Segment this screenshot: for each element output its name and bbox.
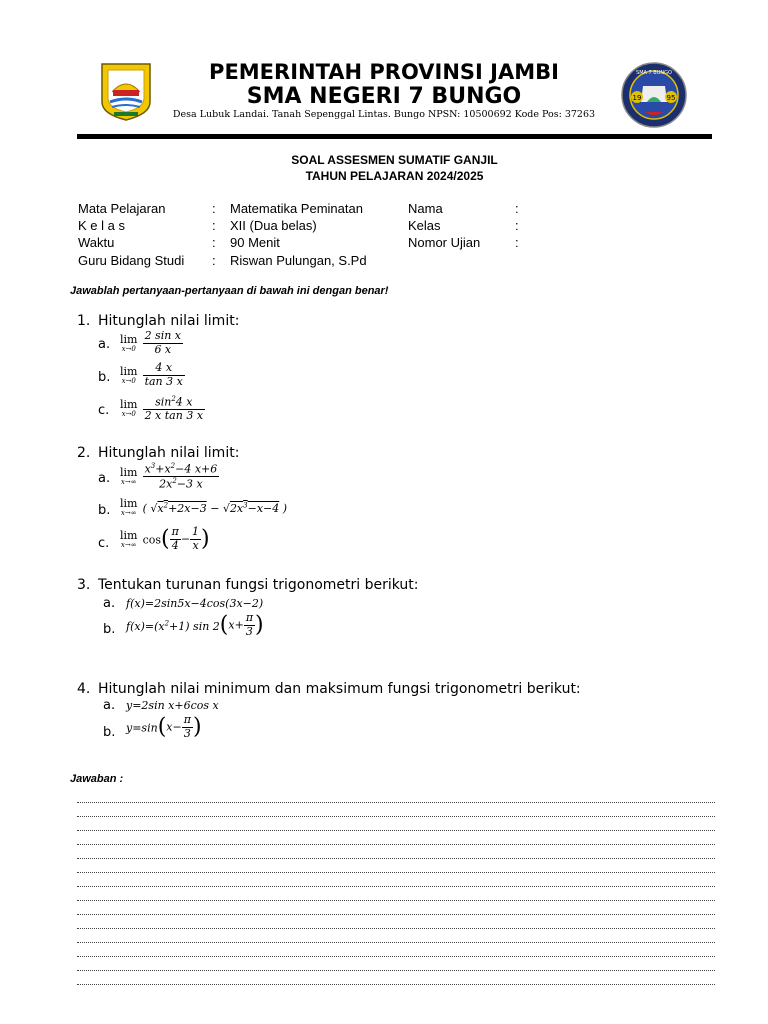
header-address: Desa Lubuk Landai. Tanah Sepenggal Lintas. Bungo NPSN: 10500692 Kode Pos: 37263 <box>172 109 596 120</box>
question-number: 1. <box>77 313 91 329</box>
instruction: Jawablah pertanyaan-pertanyaan di bawah ini dengan benar! <box>70 285 389 297</box>
answer-line[interactable] <box>77 942 715 943</box>
answer-line[interactable] <box>77 914 715 915</box>
q1a-expression: lim x→0 $\frac{\text{2 sin x}}{6 x}$ <box>120 329 182 356</box>
question-text: Tentukan turunan fungsi trigonometri berikut: <box>98 577 419 593</box>
item-label: b. <box>98 503 111 518</box>
question-text: Hitunglah nilai limit: <box>98 445 240 461</box>
answer-line[interactable] <box>77 928 715 929</box>
item-label: b. <box>98 370 111 385</box>
answer-line[interactable] <box>77 802 715 803</box>
answer-line[interactable] <box>77 900 715 901</box>
item-label: a. <box>103 596 116 611</box>
item-label: a. <box>103 698 116 713</box>
answer-line[interactable] <box>77 872 715 873</box>
info-colon: : <box>515 218 519 233</box>
exam-year: TAHUN PELAJARAN 2024/2025 <box>305 169 484 183</box>
answer-line[interactable] <box>77 830 715 831</box>
answer-line[interactable] <box>77 858 715 859</box>
info-value: 90 Menit <box>230 235 280 250</box>
school-emblem <box>621 62 687 128</box>
exam-title: SOAL ASSESMEN SUMATIF GANJIL <box>291 153 498 167</box>
q1c-expression: lim x→0 $\frac{\sin^24 x}{\text{2 x tan 3 x}}$ <box>120 395 204 423</box>
question-text: Hitunglah nilai minimum dan maksimum fungsi trigonometri berikut: <box>98 681 581 697</box>
info-colon: : <box>515 201 519 216</box>
info-colon: : <box>212 235 216 250</box>
answer-line[interactable] <box>77 816 715 817</box>
q2c-expression: lim x→∞ cos( $\frac{\pi}{4}$ − $\frac{1}{x}$ ) <box>120 525 210 552</box>
logo-year-left: 19 <box>632 94 642 102</box>
info-label: Mata Pelajaran <box>78 201 166 216</box>
question-text: Hitunglah nilai limit: <box>98 313 240 329</box>
logo-text: SMA 7 BUNGO <box>636 70 672 76</box>
item-label: c. <box>98 536 110 551</box>
info-label: Waktu <box>78 235 115 250</box>
student-name-label: Nama <box>408 201 443 216</box>
answer-line[interactable] <box>77 956 715 957</box>
item-label: c. <box>98 403 110 418</box>
question-number: 2. <box>77 445 91 461</box>
student-class-label: Kelas <box>408 218 441 233</box>
q3a-expression: f(x)=2sin5x−4cos(3x−2) <box>126 597 264 610</box>
q1b-expression: lim x→0 $\frac{4 x}{\tan 3 x}$ <box>120 361 183 388</box>
exam-number-label: Nomor Ujian <box>408 235 481 250</box>
info-value: Matematika Peminatan <box>230 201 363 216</box>
question-number: 3. <box>77 577 91 593</box>
header-line-2: SMA NEGERI 7 BUNGO <box>246 84 522 109</box>
logo-year-right: 95 <box>666 94 676 102</box>
item-label: a. <box>98 337 111 352</box>
answer-line[interactable] <box>77 844 715 845</box>
info-colon: : <box>212 218 216 233</box>
answer-line[interactable] <box>77 970 715 971</box>
header-rule <box>77 134 712 139</box>
info-value: XII (Dua belas) <box>230 218 317 233</box>
q3b-expression: $f(x)=(x^2+1)$ sin 2(x+ $\frac{\pi}{3}$ ) <box>126 611 264 638</box>
q4b-expression: y=sin(x− $\frac{\pi}{3}$ ) <box>126 713 202 740</box>
info-label: K e l a s <box>78 218 125 233</box>
item-label: b. <box>103 622 116 637</box>
info-colon: : <box>515 235 519 250</box>
info-colon: : <box>212 253 216 268</box>
item-label: a. <box>98 471 111 486</box>
info-label: Guru Bidang Studi <box>78 253 185 268</box>
answer-label: Jawaban : <box>70 773 124 785</box>
q2a-expression: lim x→∞ $\frac{x^3+x^2-4 x+6}{2x^2-3 x}$ <box>120 462 218 491</box>
header-line-1: PEMERINTAH PROVINSI JAMBI <box>209 60 559 84</box>
item-label: b. <box>103 725 116 740</box>
q2b-expression: lim x→∞ ( $√x^2+2x-3 - √2x^3-x-4$ ) <box>120 497 288 517</box>
answer-line[interactable] <box>77 984 715 985</box>
answer-line[interactable] <box>77 886 715 887</box>
info-colon: : <box>212 201 216 216</box>
q4a-expression: y=2sin x+6cos x <box>126 699 219 712</box>
info-value: Riswan Pulungan, S.Pd <box>230 253 367 268</box>
question-number: 4. <box>77 681 91 697</box>
jambi-province-emblem <box>100 62 152 122</box>
